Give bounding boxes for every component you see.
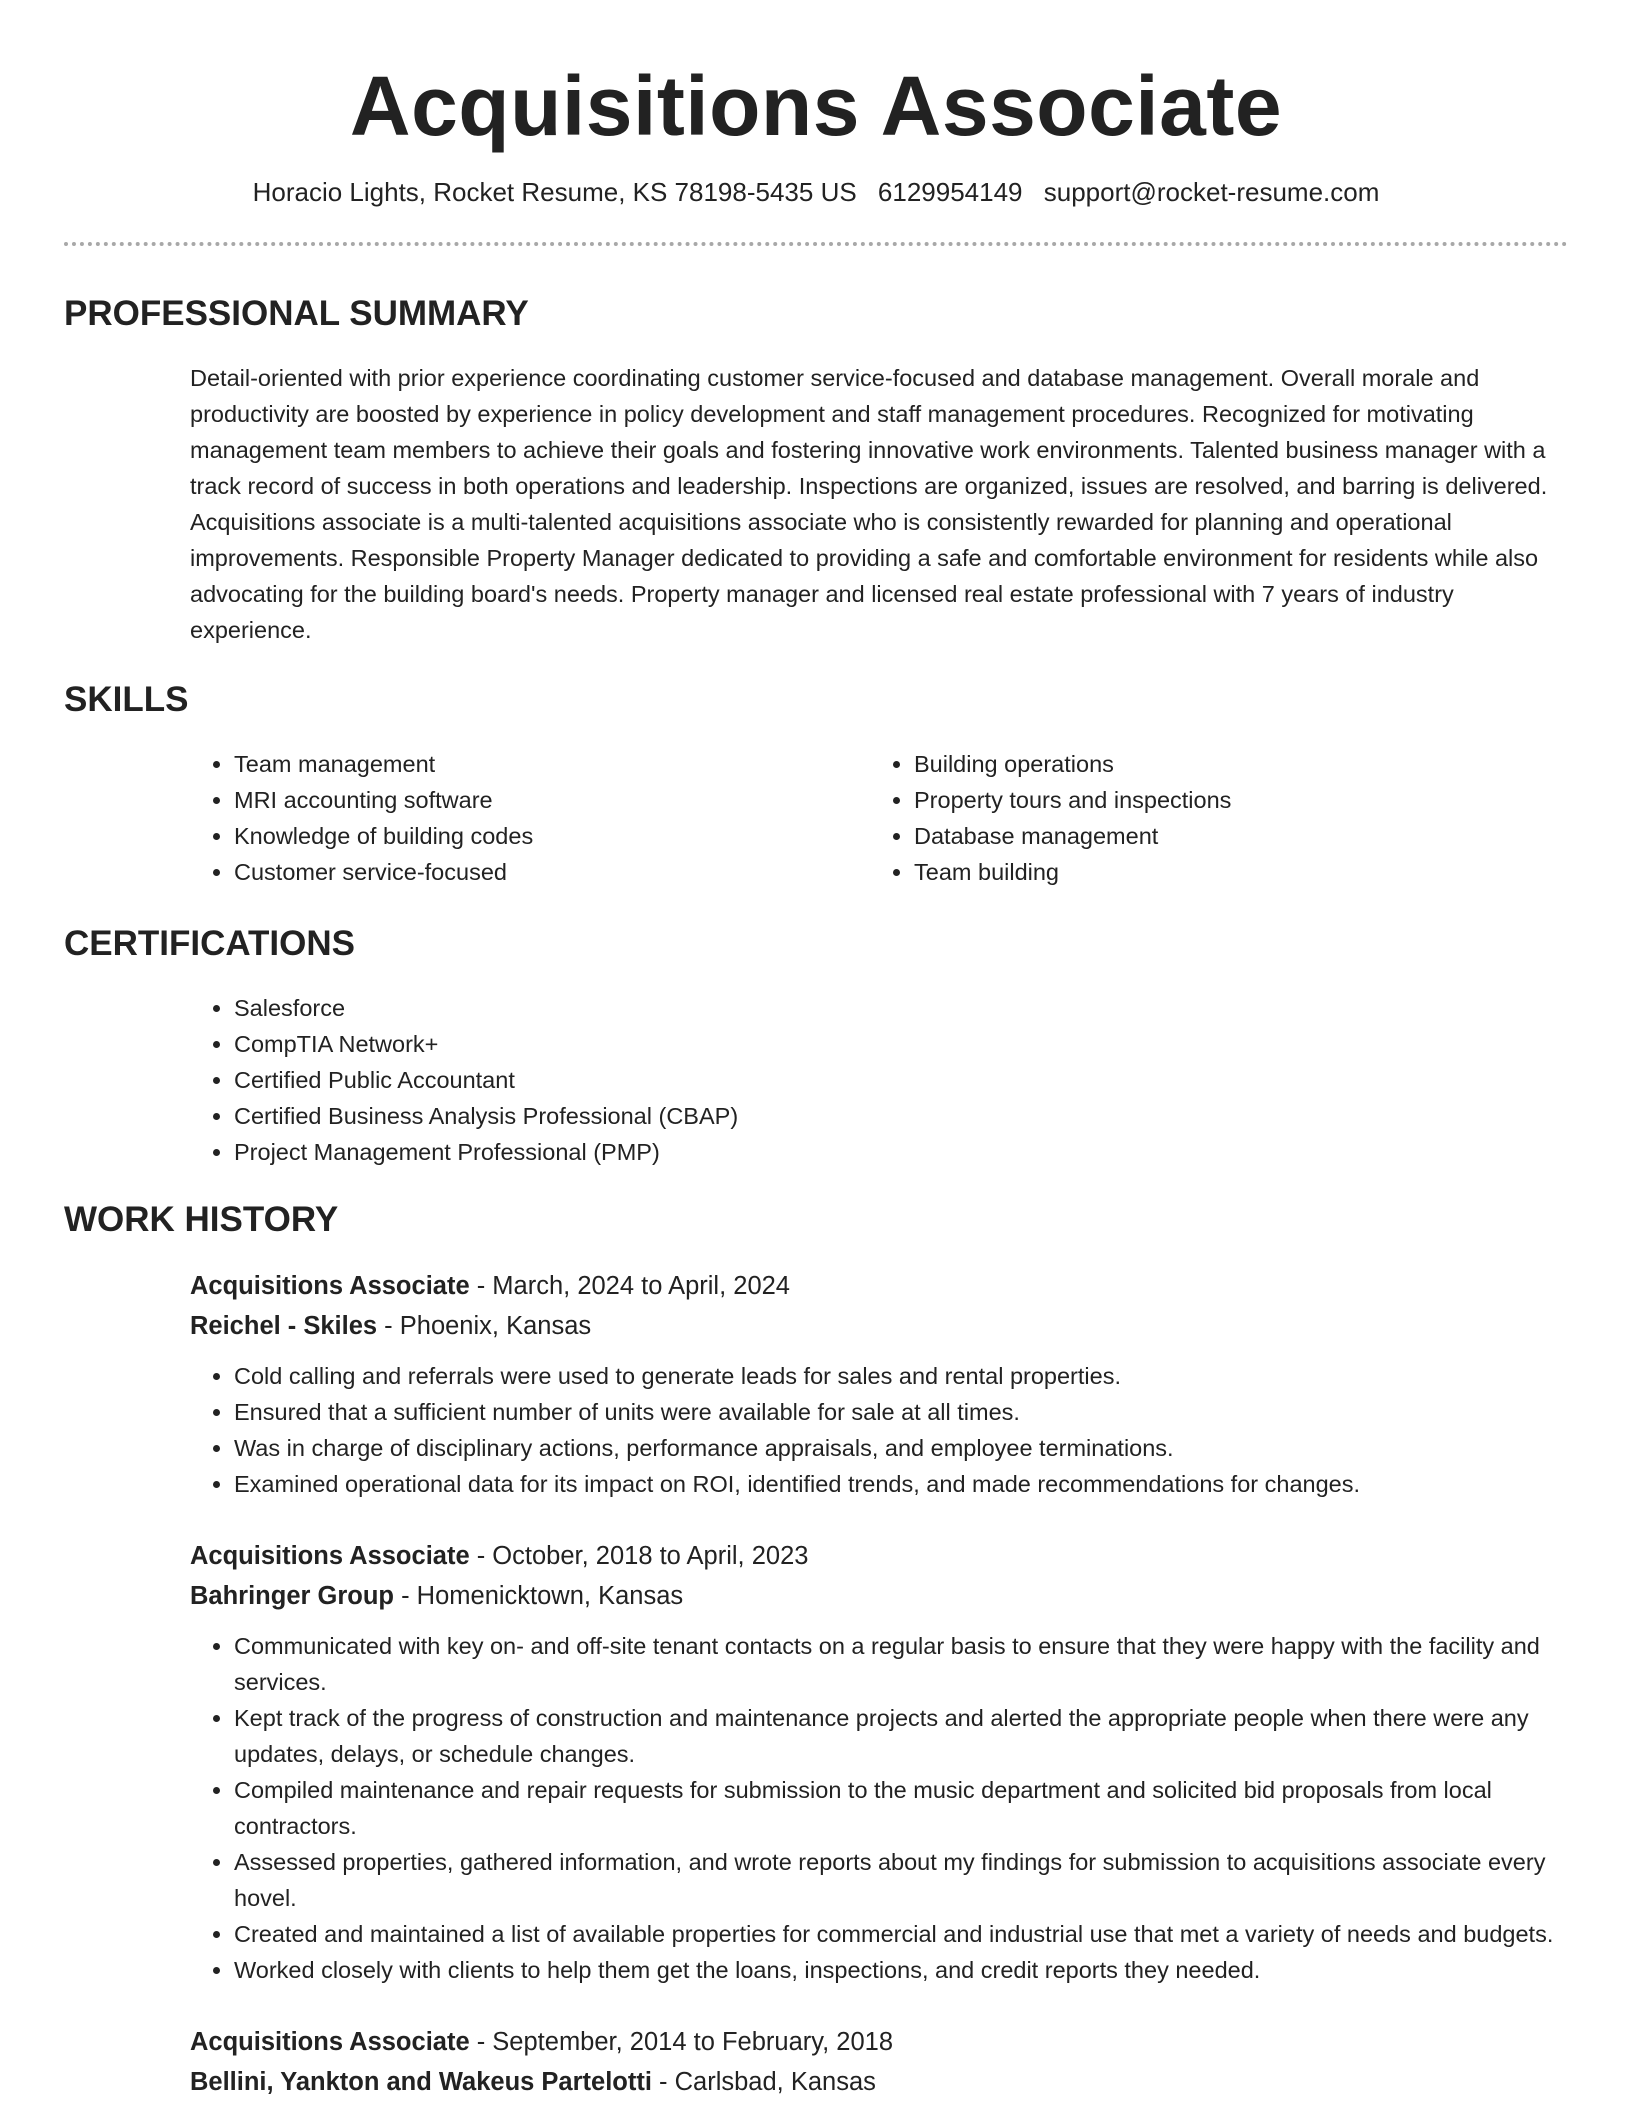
job-bullet: • Kept track of the progress of construction and maintenance projects and alerted the appropriate people when there were any updates, delays, or schedule changes. [234,1700,1568,1772]
job-bullet: • Assessed properties, gathered information, and wrote reports about my findings for submission to acquisitions associate every hovel. [234,1844,1568,1916]
certification-item: • Certified Public Accountant [234,1062,1568,1098]
skill-item: • Database management [914,818,1550,854]
job-dates: - March, 2024 to April, 2024 [469,1272,790,1300]
job-company: Reichel - Skiles [190,1312,378,1340]
job-company-line [190,1576,1568,1616]
skill-item: • Team building [914,854,1550,890]
job-bullets [190,1358,1568,1502]
contact-line [64,176,1568,208]
contact-address: Horacio Lights, Rocket Resume, KS 78198-5435 US [252,177,857,207]
job-dates: - October, 2018 to April, 2023 [469,1542,809,1570]
skills-column-right [870,746,1550,890]
job-entry [190,1266,1568,1502]
skill-item: • Building operations [914,746,1550,782]
job-bullet: • Worked closely with clients to help them get the loans, inspections, and credit reports they needed. [234,1952,1568,1988]
certifications-list [190,990,1568,1170]
skill-item: • Property tours and inspections [914,782,1550,818]
job-company-line [190,1306,1568,1346]
job-title: Acquisitions Associate [190,2028,470,2056]
job-location: - Carlsbad, Kansas [651,2068,876,2096]
skill-item: • Customer service-focused [234,854,870,890]
summary-body [190,360,1568,648]
job-title: Acquisitions Associate [190,1542,470,1570]
job-dates: - September, 2014 to February, 2018 [469,2028,894,2056]
skills-list [190,746,1568,890]
contact-email: support@rocket-resume.com [1043,177,1380,207]
section-heading-work-history: WORK HISTORY [64,1200,339,1239]
resume-title: Acquisitions Associate [349,59,1283,153]
summary-text: Detail-oriented with prior experience coordinating customer service-focused and database management. Overall morale and productivity are boosted by experience in policy development and staff management procedures. Recognized for motivating management team members to achieve their goals and fostering innovative work environments. Talented business manager with a track record of success in both operations and leadership. Inspections are organized, issues are resolved, and barring is delivered. Acquisitions associate is a multi-talented acquisitions associate who is consistently rewarded for planning and operational improvements. Responsible Property Manager dedicated to providing a safe and comfortable environment for residents while also advocating for the building board's needs. Property manager and licensed real estate professional with 7 years of industry experience. [190,365,1548,643]
certification-item: • Project Management Professional (PMP) [234,1134,1568,1170]
job-bullet: • Compiled maintenance and repair requests for submission to the music department and solicited bid proposals from local contractors. [234,1772,1568,1844]
certification-item: • Salesforce [234,990,1568,1026]
section-heading-certifications: CERTIFICATIONS [64,924,356,963]
section-heading-summary: PROFESSIONAL SUMMARY [64,294,529,333]
job-bullet: • Was in charge of disciplinary actions, performance appraisals, and employee terminations. [234,1430,1568,1466]
job-company: Bellini, Yankton and Wakeus Partelotti [190,2068,652,2096]
job-bullet: • Communicated with key on- and off-site tenant contacts on a regular basis to ensure that they were happy with the facility and services. [234,1628,1568,1700]
resume-page [64,0,1568,2102]
skill-item: • MRI accounting software [234,782,870,818]
certification-item: • CompTIA Network+ [234,1026,1568,1062]
job-company: Bahringer Group [190,1582,395,1610]
skills-column-left [190,746,870,890]
job-title-line [190,1266,1568,1306]
job-entry [190,2022,1568,2102]
contact-phone: 6129954149 [877,177,1023,207]
job-location: - Homenicktown, Kansas [394,1582,684,1610]
certification-item: • Certified Business Analysis Professional (CBAP) [234,1098,1568,1134]
header-divider [64,242,1568,246]
job-bullet: • Ensured that a sufficient number of units were available for sale at all times. [234,1394,1568,1430]
job-location: - Phoenix, Kansas [377,1312,592,1340]
job-company-line [190,2062,1568,2102]
job-bullet: • Cold calling and referrals were used to generate leads for sales and rental properties. [234,1358,1568,1394]
job-title-line [190,2022,1568,2062]
job-bullets [190,1628,1568,1988]
job-bullet: • Created and maintained a list of available properties for commercial and industrial use that met a variety of needs and budgets. [234,1916,1568,1952]
job-entry [190,1536,1568,1988]
job-title: Acquisitions Associate [190,1272,470,1300]
section-heading-skills: SKILLS [64,680,189,719]
skill-item: • Knowledge of building codes [234,818,870,854]
job-title-line [190,1536,1568,1576]
job-bullet: • Examined operational data for its impact on ROI, identified trends, and made recommendations for changes. [234,1466,1568,1502]
skill-item: • Team management [234,746,870,782]
